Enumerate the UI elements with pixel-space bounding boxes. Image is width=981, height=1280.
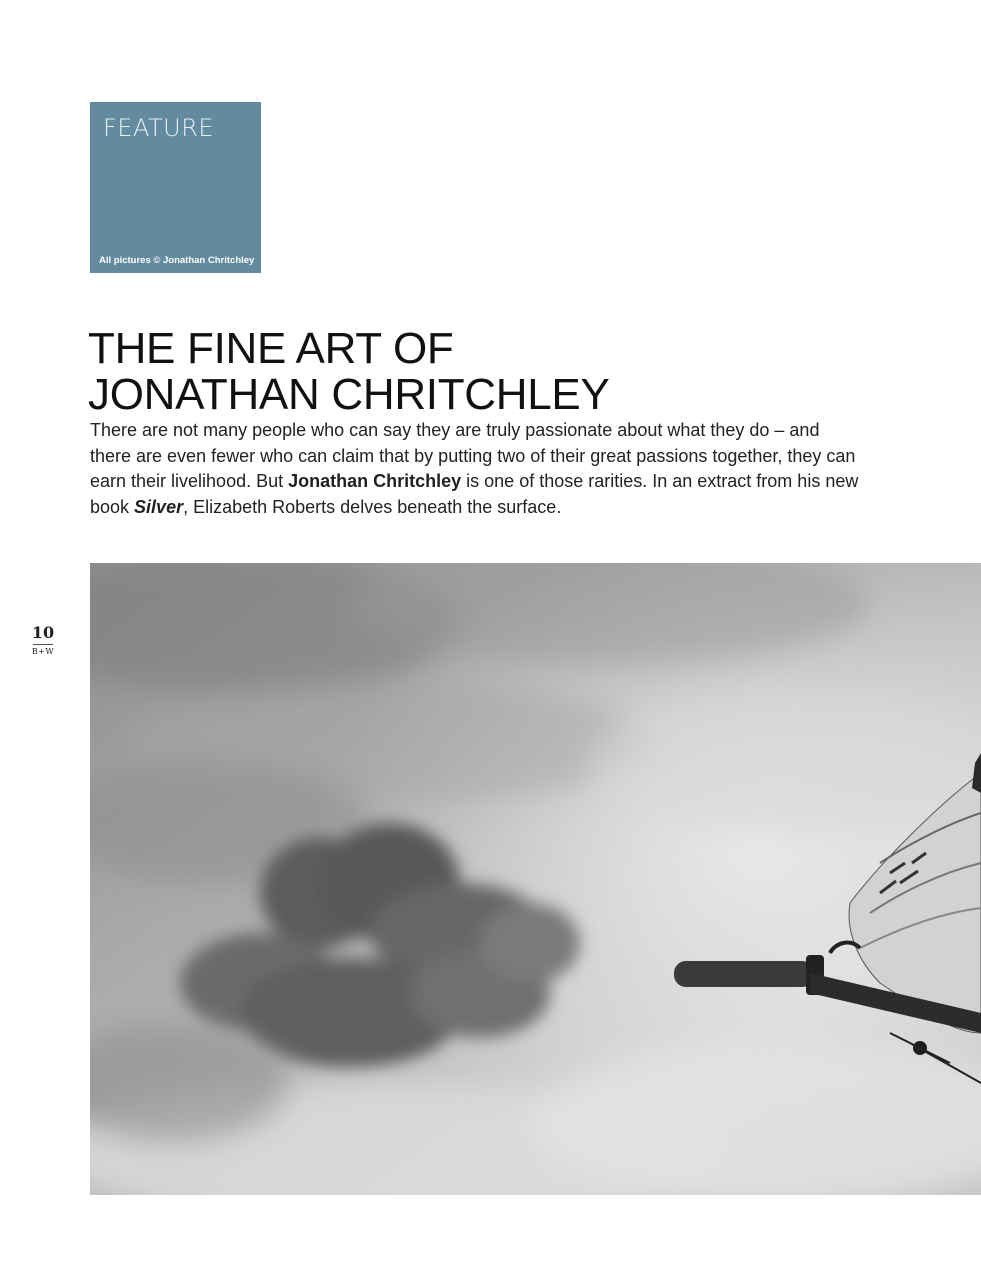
intro-text-3: , Elizabeth Roberts delves beneath the surface. [183,496,562,517]
feature-box [90,102,261,273]
folio-divider [33,644,53,645]
feature-photo [90,563,981,1195]
feature-label: FEATURE [103,114,215,142]
photographer-name: Jonathan Chritchley [288,471,462,491]
book-title: Silver [134,496,184,517]
intro-text-1: There are not many people who can say they are truly passionate about what they do – and there are even fewer who can claim that by putting two of their great passions together, they can earn their livelihood. But [90,420,856,491]
title-line-1: THE FINE ART OF [88,324,454,373]
folio [28,624,58,656]
article-title [88,326,888,418]
photo-illustration [90,563,981,1195]
title-line-2: JONATHAN CHRITCHLEY [88,370,610,419]
magazine-mark: B+W [31,647,55,656]
intro-paragraph [90,418,860,520]
intro-text-2: is one of those rarities. In an extract from his new book [90,471,859,517]
page-number: 10 [31,623,55,642]
photo-credit: All pictures © Jonathan Chritchley [99,255,255,266]
